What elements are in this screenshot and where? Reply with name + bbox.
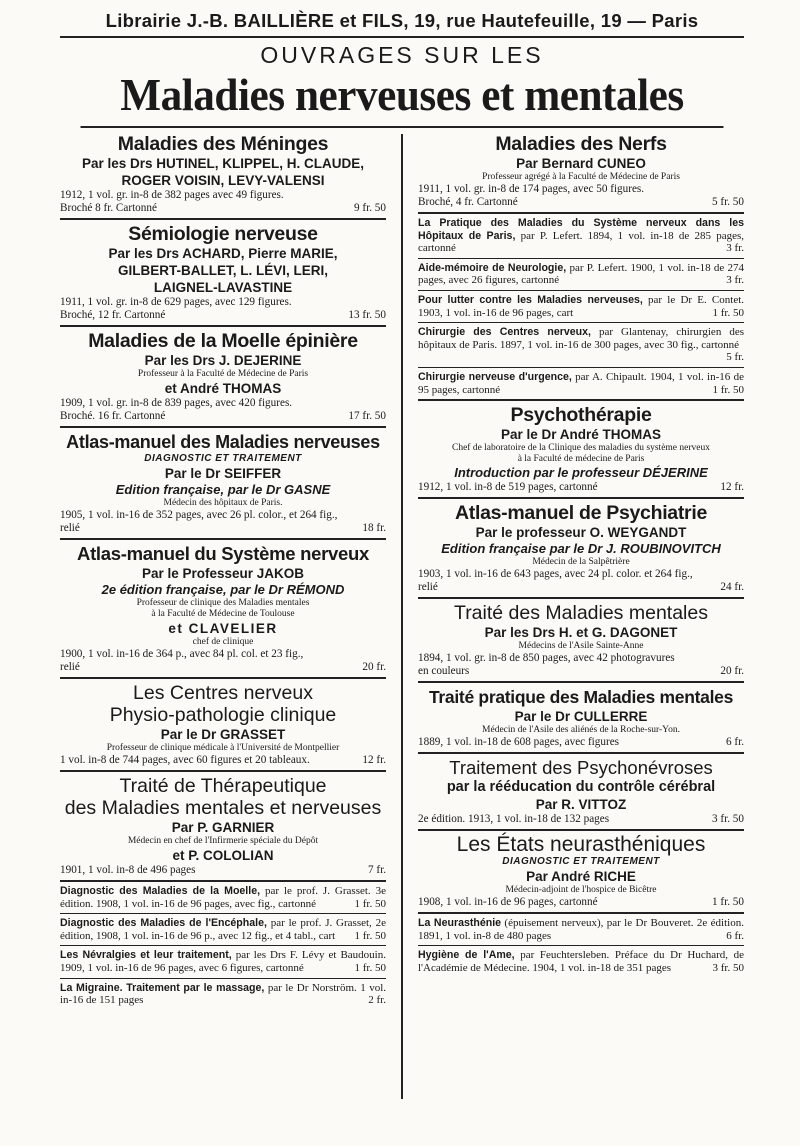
book-title: Maladies de la Moelle épinière xyxy=(88,330,358,352)
book-authors: Par R. VITTOZ xyxy=(535,797,627,813)
book-meninges xyxy=(60,130,386,220)
book-title: Traitement des Psychonévroses xyxy=(449,757,713,779)
book-title: Atlas-manuel du Système nerveux xyxy=(77,543,369,564)
column-divider xyxy=(401,134,403,1099)
listing-title: Les Névralgies et leur traitement, xyxy=(60,949,232,962)
book-authors: Par les Drs ACHARD, Pierre MARIE, xyxy=(108,246,338,261)
author-note: Professeur de clinique médicale à l'Université de Montpellier xyxy=(106,743,340,753)
short-listing xyxy=(418,291,744,323)
author-note: Médecin de la Salpêtrière xyxy=(532,557,630,568)
book-semiologie xyxy=(60,220,386,327)
author-note: à la Faculté de Médecine de Toulouse xyxy=(151,609,295,619)
listing-title: Aide-mémoire de Neurologie, xyxy=(418,261,567,274)
book-traite-pratique xyxy=(418,683,744,754)
short-listing xyxy=(60,979,386,1010)
author-note: chef de clinique xyxy=(192,637,254,647)
book-details: 1911, 1 vol. gr. in-8 de 174 pages, avec 50 figures. xyxy=(418,183,645,195)
book-price: 7 fr. xyxy=(367,864,386,876)
listing-price: 2 fr. xyxy=(368,994,386,1007)
book-psychotherapie xyxy=(418,401,744,499)
book-format: relié xyxy=(60,661,80,673)
listing-title: Chirurgie nerveuse d'urgence, xyxy=(418,370,572,383)
book-therapeutique xyxy=(60,772,386,882)
author-note: Médecins de l'Asile Sainte-Anne xyxy=(518,641,644,652)
short-listing xyxy=(418,214,744,259)
book-atlas-psychiatrie xyxy=(418,499,744,599)
book-subtitle: DIAGNOSTIC ET TRAITEMENT xyxy=(502,856,660,868)
listing-details: par le prof. J. Grasset, 2e édition, 1908, 1 vol. in-16 de 96 p., avec 12 fig., et 4 tabl., cart xyxy=(60,917,386,942)
book-authors: Par Bernard CUNEO xyxy=(516,156,646,171)
listing-title: La Migraine. Traitement par le massage, xyxy=(60,981,265,994)
listing-title: Pour lutter contre les Maladies nerveuses, xyxy=(418,293,643,306)
book-price: 20 fr. xyxy=(362,661,386,673)
listing-title: La Pratique des Maladies du Système nerveux dans les Hôpitaux de Paris, xyxy=(418,217,744,242)
listing-price: 5 fr. xyxy=(726,351,744,364)
listing-details: par Feuchtersleben. Préface du Dr Huchard, de l'Académie de Médecine. 1904, 1 vol. in-18 de 351 pages xyxy=(418,949,745,974)
listing-details: par le Dr E. Contet. 1903, 1 vol. in-16 de 96 pages, cart xyxy=(418,293,745,319)
book-authors: Par P. GARNIER xyxy=(171,820,275,835)
listing-details: par le Dr Norström. 1 vol. in-16 de 151 pages xyxy=(60,981,386,1007)
book-details: 2e édition. 1913, 1 vol. in-18 de 132 pages xyxy=(418,813,610,826)
listing-title: Hygiène de l'Ame, xyxy=(418,949,515,962)
book-details: 1900, 1 vol. in-16 de 364 p., avec 84 pl. col. et 23 fig., xyxy=(60,648,304,660)
listing-price: 1 fr. 50 xyxy=(712,383,744,396)
listing-details: par les Drs F. Lévy et Baudouin. 1909, 1 vol. in-16 de 96 pages, avec 6 figures, cartonné xyxy=(60,949,386,974)
book-title: Atlas-manuel de Psychiatrie xyxy=(455,502,707,525)
book-details: 1905, 1 vol. in-16 de 352 pages, avec 26 pl. color., et 264 fig., xyxy=(60,509,338,521)
book-authors: et P. COLOLIAN xyxy=(172,848,274,863)
short-listing xyxy=(418,368,744,401)
main-title: Maladies nerveuses et mentales xyxy=(81,68,724,128)
book-details: 1912, 1 vol. in-8 de 519 pages, cartonné xyxy=(418,481,598,494)
book-details: 1909, 1 vol. gr. in-8 de 839 pages, avec 420 figures. xyxy=(60,397,293,409)
book-format: Broché, 4 fr. Cartonné xyxy=(418,196,518,208)
listing-price: 1 fr. 50 xyxy=(354,929,386,942)
listing-details: par Glantenay, chirurgien des hôpitaux de Paris. 1897, 1 vol. in-16 de 300 pages, avec 30 fig., cartonné xyxy=(418,326,744,351)
book-authors: Par les Drs HUTINEL, KLIPPEL, H. CLAUDE, xyxy=(81,156,365,171)
short-listing xyxy=(60,882,386,914)
author-note: Médecin-adjoint de l'hospice de Bicêtre xyxy=(505,885,657,896)
book-price: 1 fr. 50 xyxy=(711,896,744,909)
book-format: Broché 8 fr. Cartonné xyxy=(60,202,157,214)
listing-title: Chirurgie des Centres nerveux, xyxy=(418,326,591,339)
left-column xyxy=(60,130,386,1099)
right-column xyxy=(418,130,744,1099)
book-translator: 2e édition française, par le Dr RÉMOND xyxy=(101,582,345,597)
book-introduction: Introduction par le professeur DÉJERINE xyxy=(454,465,708,481)
short-listing xyxy=(418,323,744,368)
book-atlas-systeme xyxy=(60,540,386,679)
book-atlas-nerveuses xyxy=(60,428,386,540)
book-details: 1911, 1 vol. gr. in-8 de 629 pages, avec 129 figures. xyxy=(60,296,292,308)
book-traite-mentales xyxy=(418,599,744,683)
book-psychonevroses xyxy=(418,754,744,831)
book-authors: Par le Dr GRASSET xyxy=(160,727,286,742)
author-note: à la Faculté de médecine de Paris xyxy=(517,454,645,465)
short-listing xyxy=(418,259,744,291)
book-authors: Par le professeur O. WEYGANDT xyxy=(475,525,687,541)
book-title: Physio-pathologie clinique xyxy=(109,704,337,726)
author-note: Médecin en chef de l'Infirmerie spéciale du Dépôt xyxy=(127,836,319,846)
book-format: Broché. 16 fr. Cartonné xyxy=(60,410,166,422)
listing-details: par P. Lefert. 1894, 1 vol. in-18 de 285 pages, cartonné xyxy=(418,229,745,255)
listing-price: 1 fr. 50 xyxy=(354,897,386,910)
book-details: 1908, 1 vol. in-16 de 96 pages, cartonné xyxy=(418,896,598,909)
listing-price: 1 fr. 50 xyxy=(712,306,744,319)
book-format: Broché, 12 fr. Cartonné xyxy=(60,309,166,321)
book-translator: Edition française, par le Dr GASNE xyxy=(115,482,331,497)
book-price: 18 fr. xyxy=(362,522,386,534)
listing-details: par P. Lefert. 1900, 1 vol. in-18 de 274 pages, avec 26 figures, cartonné xyxy=(418,261,745,287)
listing-details: par le prof. J. Grasset. 3e édition. 1908, 1 vol. in-16 de 96 pages, avec fig., cartonné xyxy=(60,885,387,910)
publisher-header: Librairie J.-B. BAILLIÈRE et FILS, 19, rue Hautefeuille, 19 — Paris xyxy=(60,10,744,38)
book-translator: Edition française par le Dr J. ROUBINOVITCH xyxy=(441,541,721,557)
book-etats-neurastheniques xyxy=(418,831,744,914)
book-price: 24 fr. xyxy=(720,581,744,594)
book-title: Traité des Maladies mentales xyxy=(454,602,708,625)
book-authors: ROGER VOISIN, LEVY-VALENSI xyxy=(121,173,325,188)
listing-details: par A. Chipault. 1904, 1 vol. in-16 de 95 pages, cartonné xyxy=(418,370,744,396)
book-authors: Par André RICHE xyxy=(526,869,636,885)
book-authors: Par le Dr André THOMAS xyxy=(500,427,662,443)
book-title: des Maladies mentales et nerveuses xyxy=(64,797,382,819)
book-title: Les États neurasthéniques xyxy=(456,833,706,857)
book-authors: LAIGNEL-LAVASTINE xyxy=(153,280,293,295)
book-authors: Par le Dr CULLERRE xyxy=(514,709,648,725)
short-listing xyxy=(60,914,386,946)
book-price: 17 fr. 50 xyxy=(348,410,386,422)
book-title: Atlas-manuel des Maladies nerveuses xyxy=(66,432,380,452)
book-details: 1 vol. in-8 de 744 pages, avec 60 figures et 20 tableaux. xyxy=(60,754,310,766)
listing-price: 1 fr. 50 xyxy=(354,961,386,974)
short-listing xyxy=(418,914,744,946)
listing-title: Diagnostic des Maladies de l'Encéphale, xyxy=(60,917,267,930)
book-price: 13 fr. 50 xyxy=(348,309,386,321)
book-title: Sémiologie nerveuse xyxy=(128,223,318,245)
book-moelle xyxy=(60,327,386,428)
book-price: 12 fr. xyxy=(720,481,744,494)
book-authors: Par les Drs H. et G. DAGONET xyxy=(484,625,678,641)
super-title: OUVRAGES SUR LES xyxy=(260,42,544,68)
book-price: 6 fr. xyxy=(725,736,744,749)
book-price: 5 fr. 50 xyxy=(711,196,744,208)
book-authors: Par les Drs J. DEJERINE xyxy=(144,353,302,368)
book-authors: et André THOMAS xyxy=(164,381,282,396)
book-details: 1912, 1 vol. gr. in-8 de 382 pages avec 49 figures. xyxy=(60,189,284,201)
book-title: Traité pratique des Maladies mentales xyxy=(428,687,734,708)
author-note: Médecin des hôpitaux de Paris. xyxy=(163,498,283,508)
listing-price: 3 fr. 50 xyxy=(712,961,744,974)
book-title: Maladies des Méninges xyxy=(117,133,329,155)
book-authors: Par le Dr SEIFFER xyxy=(164,466,282,481)
book-subtitle: DIAGNOSTIC ET TRAITEMENT xyxy=(144,453,302,464)
author-note: Chef de laboratoire de la Clinique des maladies du système nerveux xyxy=(451,443,710,454)
book-format: relié xyxy=(60,522,80,534)
book-authors: GILBERT-BALLET, L. LÉVI, LERI, xyxy=(117,263,328,278)
book-format: relié xyxy=(418,581,438,594)
listing-details: (épuisement nerveux), par le Dr Bouveret. 2e édition. 1891, 1 vol. in-8 de 480 pages xyxy=(418,917,744,942)
book-authors: Par le Professeur JAKOB xyxy=(141,566,305,581)
book-details: 1903, 1 vol. in-16 de 643 pages, avec 24 pl. color. et 264 fig., xyxy=(418,568,693,581)
book-centres-nerveux xyxy=(60,679,386,772)
short-listing xyxy=(60,946,386,978)
book-price: 9 fr. 50 xyxy=(353,202,386,214)
author-note: Professeur à la Faculté de Médecine de Paris xyxy=(137,369,309,379)
book-subtitle: par la rééducation du contrôle cérébral xyxy=(446,779,716,796)
book-nerfs xyxy=(418,130,744,214)
book-format: en couleurs xyxy=(418,665,470,678)
listing-price: 3 fr. xyxy=(726,242,744,255)
book-title: Psychothérapie xyxy=(510,404,652,427)
short-listing xyxy=(418,946,744,977)
author-note: Professeur de clinique des Maladies mentales xyxy=(136,598,310,608)
book-details: 1894, 1 vol. gr. in-8 de 850 pages, avec 42 photogravures xyxy=(418,652,675,665)
book-details: 1889, 1 vol. in-18 de 608 pages, avec figures xyxy=(418,736,620,749)
book-title: Les Centres nerveux xyxy=(133,682,313,704)
book-authors: et CLAVELIER xyxy=(168,621,278,636)
author-note: Médecin de l'Asile des aliénés de la Roche-sur-Yon. xyxy=(482,725,680,736)
book-details: 1901, 1 vol. in-8 de 496 pages xyxy=(60,864,196,876)
book-price: 12 fr. xyxy=(362,754,386,766)
listing-title: Diagnostic des Maladies de la Moelle, xyxy=(60,885,261,897)
book-price: 20 fr. xyxy=(720,665,744,678)
author-note: Professeur agrégé à la Faculté de Médecine de Paris xyxy=(482,172,680,182)
book-title: Maladies des Nerfs xyxy=(495,133,667,155)
book-title: Traité de Thérapeutique xyxy=(119,775,327,797)
listing-price: 3 fr. xyxy=(726,274,744,287)
listing-title: La Neurasthénie xyxy=(418,917,502,930)
book-price: 3 fr. 50 xyxy=(711,813,744,826)
listing-price: 6 fr. xyxy=(726,929,744,942)
